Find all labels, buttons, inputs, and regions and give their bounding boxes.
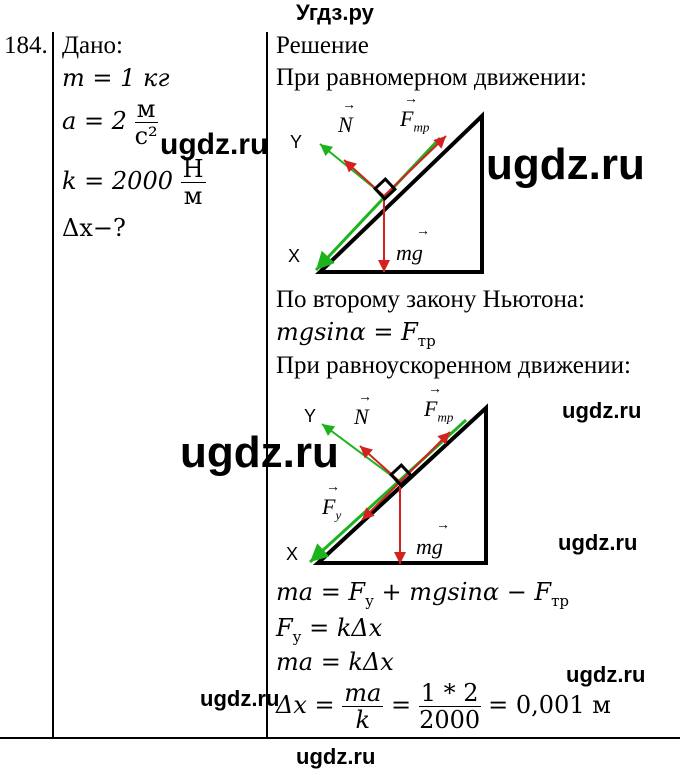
spring-force-2 <box>362 482 400 520</box>
accelerated-motion-text: При равноускоренном движении: <box>276 352 631 379</box>
given-stiffness-den: м <box>183 182 203 210</box>
vec-mg-label-1: → mg <box>396 224 430 265</box>
given-stiffness-prefix: k = 2000 <box>62 167 173 195</box>
friction-force-2 <box>400 432 450 482</box>
given-find: Δx−? <box>62 214 126 242</box>
eq-accelerated: ma = $F_у + mgsin\alpha - F_{тр}$ <box>276 578 569 610</box>
problem-number: 184. <box>4 32 48 59</box>
watermark: ugdz.ru <box>180 428 339 477</box>
solution-title: Решение <box>276 32 369 59</box>
newton-law-text: По второму закону Ньютона: <box>276 286 585 313</box>
given-mass: m = 1 кг <box>62 64 170 92</box>
vec-mg-label-2: → mg <box>416 518 450 559</box>
axis-y-label-2: Y <box>304 406 317 426</box>
vec-n-label-2: → N <box>354 390 372 429</box>
vec-n-label-1: → N <box>338 98 356 137</box>
given-acceleration-num: м <box>135 96 158 123</box>
uniform-motion-text: При равномерном движении: <box>276 64 587 91</box>
eq-spring: $F_у = k\Delta x$ <box>276 614 383 646</box>
vec-f-label-1: → $F_{тр}$ <box>400 92 430 135</box>
axis-x-label-1: X <box>288 246 301 266</box>
given-title: Дано: <box>62 32 123 59</box>
watermark: ugdz.ru <box>566 662 646 687</box>
watermark: ugdz.ru <box>200 686 280 711</box>
axis-x-label-2: X <box>286 544 299 564</box>
given-acceleration-prefix: a = 2 <box>62 107 127 135</box>
watermark: ugdz.ru <box>562 398 642 423</box>
eq-final: Δx = $\frac{ma}{k}$ = $\frac{1 * 2}{2000}$ = 0,001 м <box>276 679 611 734</box>
watermark: ugdz.ru <box>160 128 269 161</box>
given-acceleration-den: с² <box>134 122 158 150</box>
axis-y-label-1: Y <box>290 132 303 152</box>
vec-f-label-2: → $F_{тр}$ <box>424 382 454 425</box>
watermark: ugdz.ru <box>486 140 645 189</box>
eq-newton-accelerated: ma = kΔx <box>276 648 394 676</box>
vec-fy-label-2: → $F_у$ <box>322 480 342 523</box>
eq-uniform: $mgsin\alpha = F_{тр}$ <box>276 318 436 350</box>
watermark: ugdz.ru <box>296 744 376 769</box>
site-title: Угдз.ру <box>296 0 374 25</box>
given-stiffness-num: Н <box>182 155 204 183</box>
watermark: ugdz.ru <box>558 530 638 555</box>
